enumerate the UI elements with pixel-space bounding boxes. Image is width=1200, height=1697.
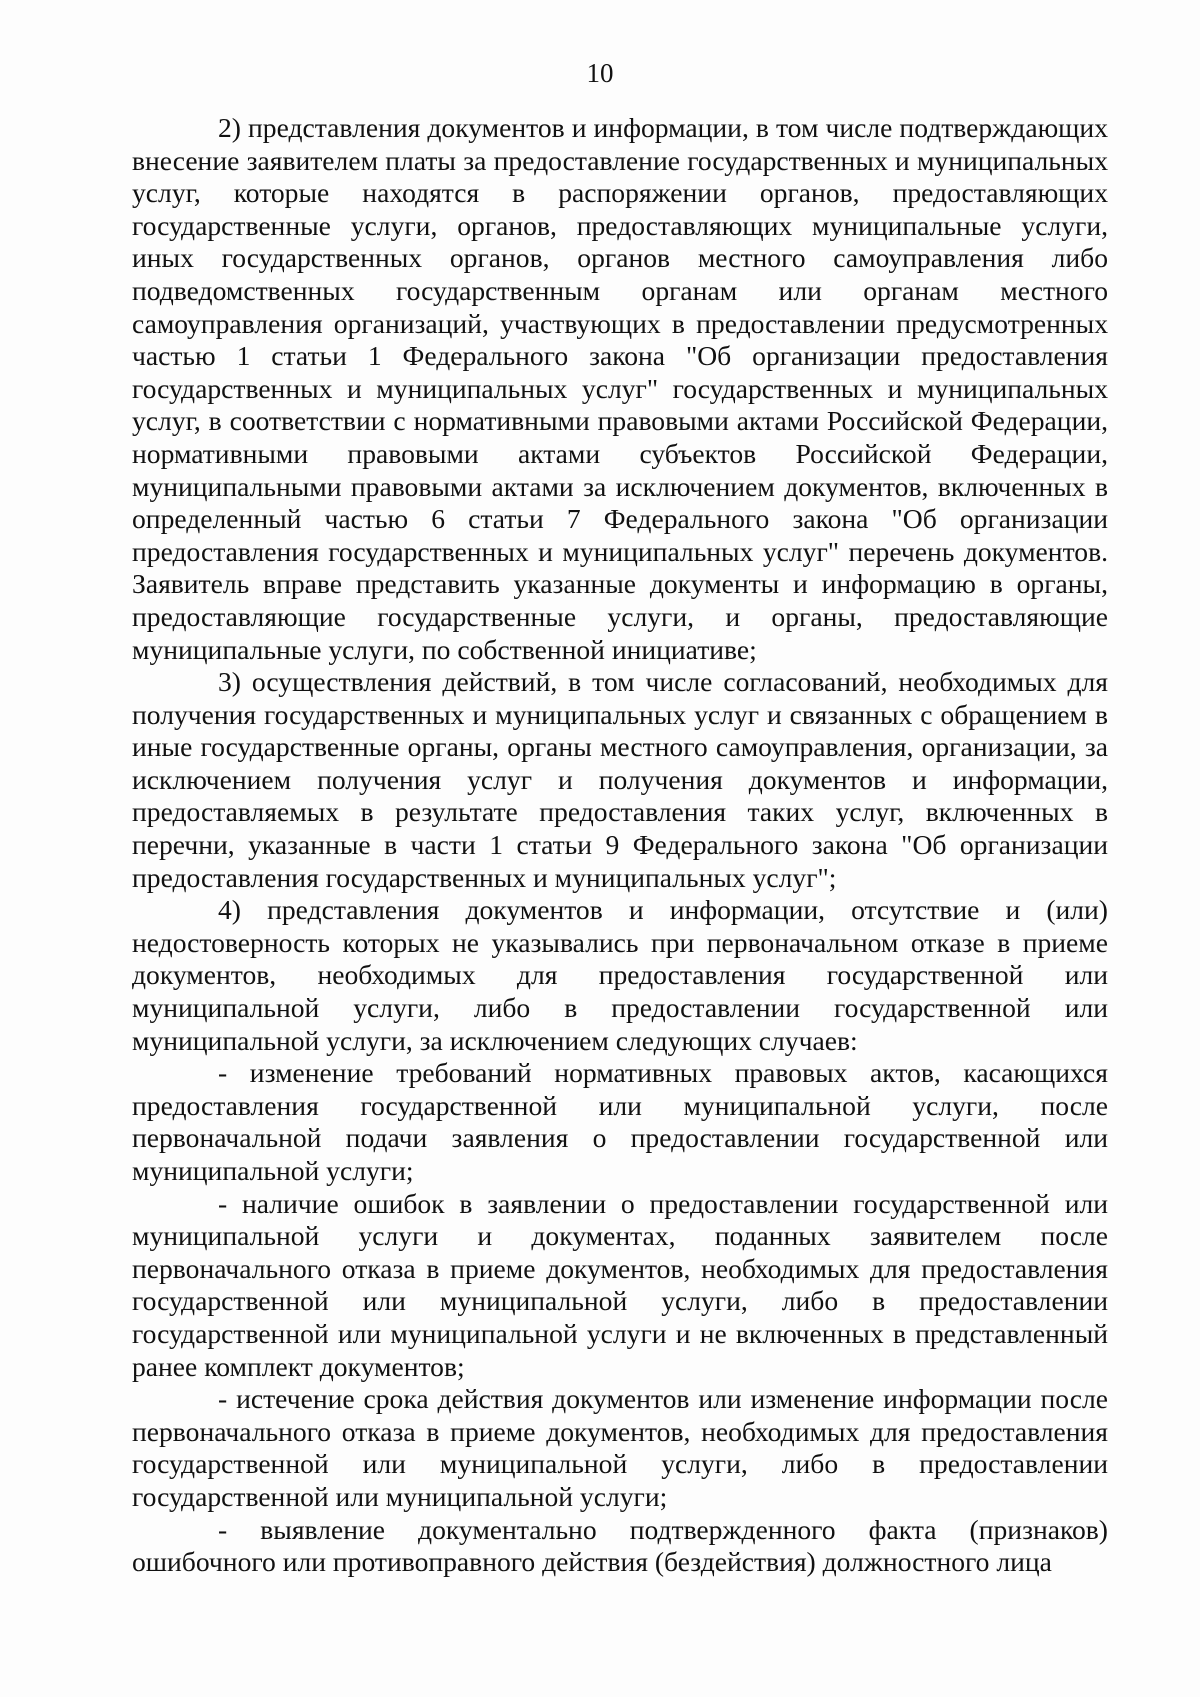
exception-item-misconduct: - выявление документально подтвержденного факта (признаков) ошибочного или противоправного действия (бездействия) должностного лица — [132, 1513, 1108, 1578]
paragraph-item-4: 4) представления документов и информации, отсутствие и (или) недостоверность которых не указывались при первоначальном отказе в приеме документов, необходимых для предоставления государственной или муниципальной услуги, либо в предоставлении государственной или муниципальной услуги, за исключением следующих случаев: — [132, 894, 1108, 1056]
paragraph-item-3: 3) осуществления действий, в том числе согласований, необходимых для получения государственных и муниципальных услуг и связанных с обращением в иные государственные органы, органы местного самоуправления, организации, за исключением получения услуг и получения документов и информации, предоставляемых в результате предоставления таких услуг, включенных в перечни, указанные в части 1 статьи 9 Федерального закона "Об организации предоставления государственных и муниципальных услуг"; — [132, 666, 1108, 893]
exception-item-errors: - наличие ошибок в заявлении о предоставлении государственной или муниципальной услуги и документах, поданных заявителем после первоначального отказа в приеме документов, необходимых для предоставления государственной или муниципальной услуги, либо в предоставлении государственной или муниципальной услуги и не включенных в представленный ранее комплект документов; — [132, 1187, 1108, 1382]
page-number: 10 — [586, 58, 614, 88]
exception-item-expiry: - истечение срока действия документов или изменение информации после первоначального отказа в приеме документов, необходимых для предоставления государственной или муниципальной услуги, либо в предоставлении государственной или муниципальной услуги; — [132, 1383, 1108, 1512]
paragraph-item-2: 2) представления документов и информации, в том числе подтверждающих внесение заявителем платы за предоставление государственных и муниципальных услуг, которые находятся в распоряжении органов, предоставляющих государственные услуги, органов, предоставляющих муниципальные услуги, иных государственных органов, органов местного самоуправления либо подведомственных государственным органам или органам местного самоуправления организаций, участвующих в предоставлении предусмотренных частью 1 статьи 1 Федерального закона "Об организации предоставления государственных и муниципальных услуг" государственных и муниципальных услуг, в соответствии с нормативными правовыми актами Российской Федерации, нормативными правовыми актами субъектов Российской Федерации, муниципальными правовыми актами за исключением документов, включенных в определенный частью 6 статьи 7 Федерального закона "Об организации предоставления государственных и муниципальных услуг" перечень документов. Заявитель вправе представить указанные документы и информацию в органы, предоставляющие государственные услуги, и органы, предоставляющие муниципальные услуги, по собственной инициативе; — [132, 112, 1108, 665]
document-body — [132, 112, 1108, 1579]
exception-item-requirements-change: - изменение требований нормативных правовых актов, касающихся предоставления государственной или муниципальной услуги, после первоначальной подачи заявления о предоставлении государственной или муниципальной услуги; — [132, 1057, 1108, 1186]
